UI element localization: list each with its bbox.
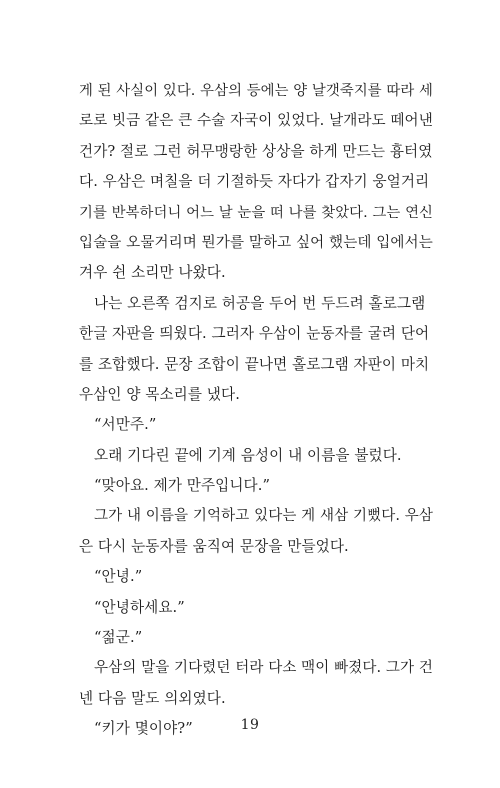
page-number: 19 — [240, 717, 260, 733]
text-line: 기를 반복하더니 어느 날 눈을 떠 나를 찾았다. 그는 연신 — [79, 204, 434, 221]
text-line: “안녕하세요.” — [94, 598, 185, 616]
text-line: 게 된 사실이 있다. 우삼의 등에는 양 날갯죽지를 따라 세 — [79, 83, 434, 99]
text-line: 은 다시 눈동자를 움직여 문장을 만들었다. — [79, 537, 349, 555]
text-line: 한글 자판을 띄웠다. 그러자 우삼이 눈동자를 굴려 단어 — [79, 325, 430, 343]
text-line: “안녕.” — [94, 568, 143, 586]
text-line: “서만주.” — [94, 416, 157, 434]
text-line: 오래 기다린 끝에 기계 음성이 내 이름을 불렀다. — [94, 446, 402, 464]
text-line: 겨우 쉰 소리만 나왔다. — [79, 264, 226, 282]
text-line: “키가 몇이야?” — [94, 720, 193, 738]
body-text — [79, 76, 433, 745]
text-line: “젊군.” — [94, 629, 143, 647]
text-line: 로로 빗금 같은 큰 수술 자국이 있었다. 날개라도 떼어낸 — [79, 112, 433, 130]
text-line: 나는 오른쪽 검지로 허공을 두어 번 두드려 홀로그램 — [94, 294, 426, 312]
text-line: 그가 내 이름을 기억하고 있다는 게 새삼 기뻤다. 우삼 — [94, 508, 433, 525]
text-line: 건가? 절로 그런 허무맹랑한 상상을 하게 만드는 흉터였 — [79, 142, 433, 160]
text-line: 다. 우삼은 며칠을 더 기절하듯 자다가 갑자기 웅얼거리 — [79, 173, 430, 191]
text-line: 를 조합했다. 문장 조합이 끝나면 홀로그램 자판이 마치 — [79, 355, 430, 373]
text-line: 우삼인 양 목소리를 냈다. — [79, 385, 240, 403]
text-line: “맞아요. 제가 만주입니다.” — [94, 477, 271, 495]
text-line: 넨 다음 말도 의외였다. — [79, 689, 226, 707]
text-line: 입술을 오물거리며 뭔가를 말하고 싶어 했는데 입에서는 — [79, 233, 433, 251]
text-line: 우삼의 말을 기다렸던 터라 다소 맥이 빠졌다. 그가 건 — [94, 660, 433, 677]
